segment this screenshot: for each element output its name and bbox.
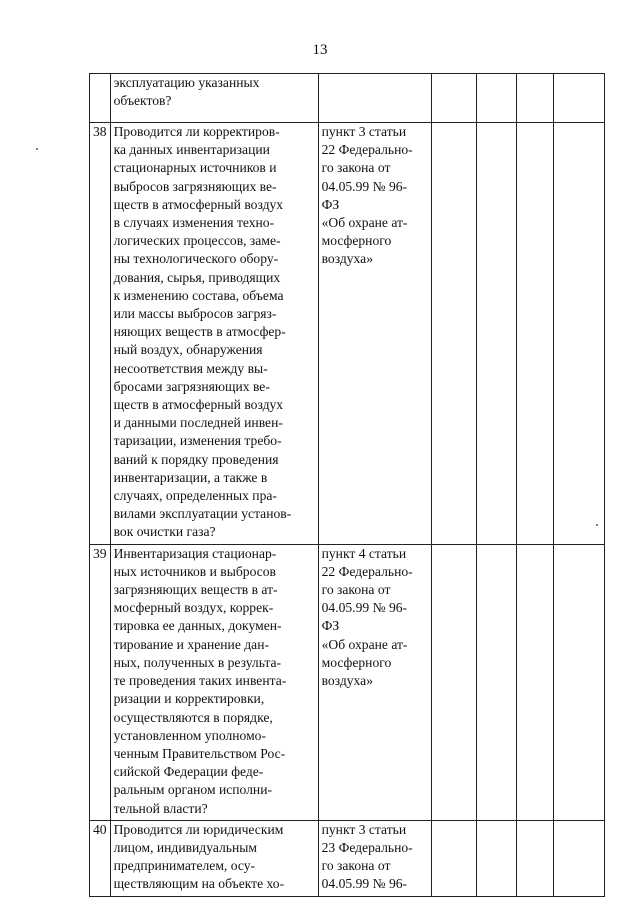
table-row [90,123,605,545]
reference-cell: пункт 3 статьи 23 Федерально- го закона от 04.05.99 № 96- [318,820,431,896]
reference-cell [318,74,431,123]
check-cell-yes [431,74,476,123]
notes-cell [553,123,604,545]
question-cell: Инвентаризация стационар- ных источников и выбросов загрязняющих веществ в ат- мосферный воздух, коррек- тировка ее данных, докумен- тирование и хранение дан- ных, полученных в результа- те проведения таких инвента- ризации и корректировки, осуществляются в порядке, установленном уполномо- ченным Правительством Рос- сийской Федерации феде- ральным органом исполни- тельной власти? [110,544,318,820]
question-cell: Проводится ли юридическим лицом, индивидуальным предпринимателем, осу- ществляющим на объекте хо- [110,820,318,896]
question-cell: Проводится ли корректиров- ка данных инвентаризации стационарных источников и выбросов загрязняющих ве- ществ в атмосферный воздух в случаях изменения техно- логических процессов, заме- ны технологического обору- дования, сырья, приводящих к изменению состава, объема или массы выбросов загряз- няющих веществ в атмосфер- ный воздух, обнаружения несоответствия между вы- бросами загрязняющих ве- ществ в атмосферный воздух и данными последней инвен- таризации, изменения требо- ваний к порядку проведения инвентаризации, а также в случаях, определенных пра- вилами эксплуатации установ- вок очистки газа? [110,123,318,545]
page-number: 13 [312,42,328,58]
check-cell-no [476,74,516,123]
reference-cell: пункт 3 статьи 22 Федерально- го закона от 04.05.99 № 96- ФЗ «Об охране ат- мосферного воздуха» [318,123,431,545]
check-cell-no [476,820,516,896]
check-cell-yes [431,123,476,545]
notes-cell [553,74,604,123]
check-cell-na [516,544,553,820]
row-number: 39 [90,544,111,820]
check-cell-no [476,544,516,820]
table-row [90,74,605,123]
table-row [90,544,605,820]
check-cell-na [516,74,553,123]
notes-cell [553,544,604,820]
check-cell-yes [431,544,476,820]
row-number: 40 [90,820,111,896]
check-cell-yes [431,820,476,896]
row-number [90,74,111,123]
scan-speck [596,524,598,526]
scan-speck [36,148,38,150]
question-cell: эксплуатацию указанных объектов? [110,74,318,123]
check-cell-na [516,123,553,545]
checklist-table [89,73,605,897]
row-number: 38 [90,123,111,545]
check-cell-na [516,820,553,896]
check-cell-no [476,123,516,545]
table-row [90,820,605,896]
notes-cell [553,820,604,896]
reference-cell: пункт 4 статьи 22 Федерально- го закона от 04.05.99 № 96- ФЗ «Об охране ат- мосферного воздуха» [318,544,431,820]
